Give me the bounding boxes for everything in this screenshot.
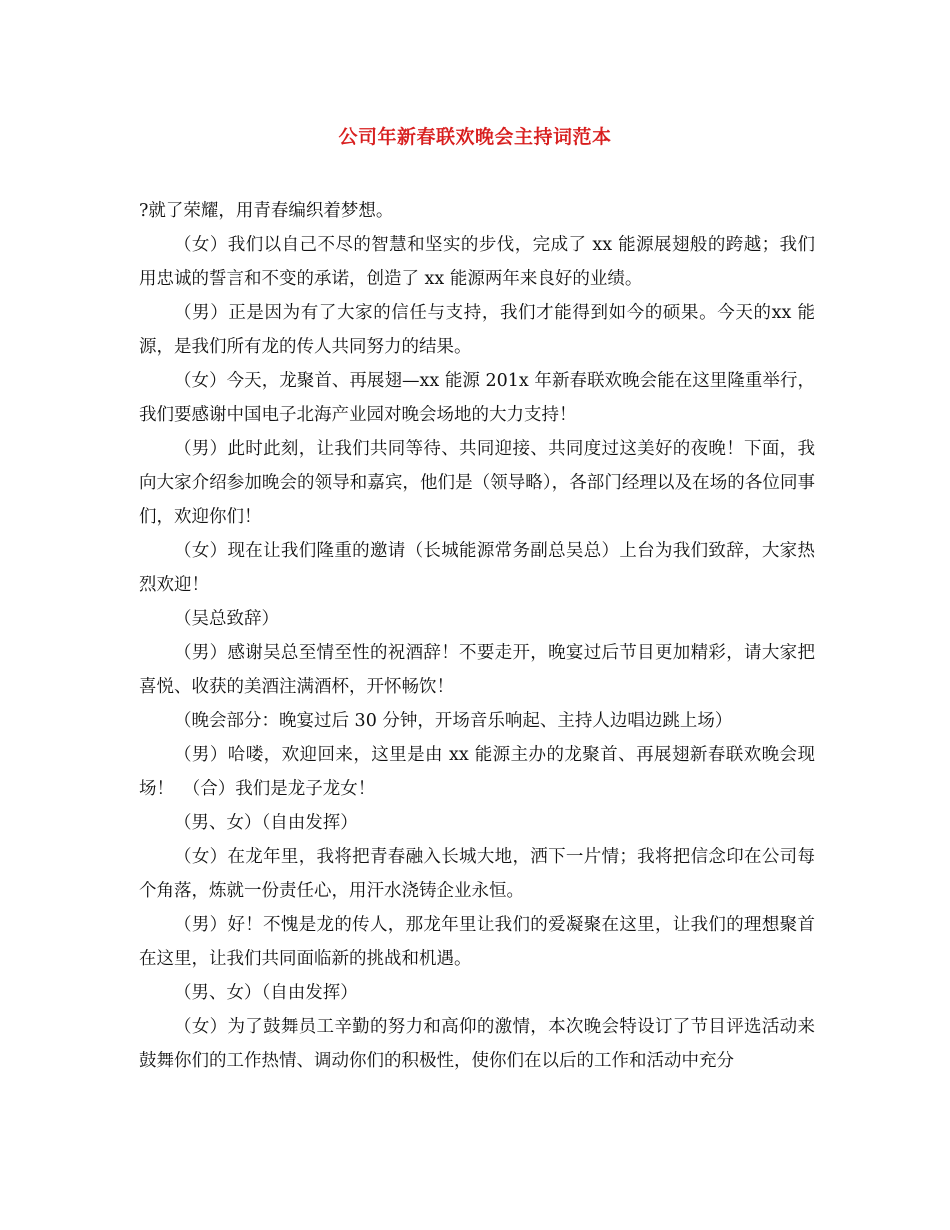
paragraph: （晚会部分：晚宴过后 30 分钟，开场音乐响起、主持人边唱边跳上场） [174,711,733,731]
paragraph: （男、女）（自由发挥） [174,813,358,833]
document-body [139,194,815,1078]
paragraph: （男）感谢吴总至情至性的祝酒辞！不要走开，晚宴过后节目更加精彩，请大家把喜悦、收获的美酒注满酒杯，开怀畅饮！ [139,643,815,697]
paragraph: （男）正是因为有了大家的信任与支持，我们才能得到如今的硕果。今天的xx 能源，是我们所有龙的传人共同努力的结果。 [139,303,815,357]
page-title: 公司年新春联欢晚会主持词范本 [338,126,612,148]
paragraph: （女）现在让我们隆重的邀请（长城能源常务副总吴总）上台为我们致辞，大家热烈欢迎！ [139,541,815,595]
paragraph: （吴总致辞） [174,609,279,629]
paragraph: （女）今天，龙聚首、再展翅—xx 能源 201x 年新春联欢晚会能在这里隆重举行，我们要感谢中国电子北海产业园对晚会场地的大力支持！ [139,371,815,425]
paragraph: （男）此时此刻，让我们共同等待、共同迎接、共同度过这美好的夜晚！下面，我向大家介绍参加晚会的领导和嘉宾，他们是（领导略），各部门经理以及在场的各位同事们，欢迎你们！ [139,439,815,527]
paragraph: （男、女）（自由发挥） [174,983,358,1003]
paragraph: （女）我们以自己不尽的智慧和坚实的步伐，完成了 xx 能源展翅般的跨越；我们用忠诚的誓言和不变的承诺，创造了 xx 能源两年来良好的业绩。 [139,235,815,289]
paragraph: （女）为了鼓舞员工辛勤的努力和高仰的激情，本次晚会特设订了节目评选活动来鼓舞你们的工作热情、调动你们的积极性，使你们在以后的工作和活动中充分 [139,1017,815,1071]
paragraph: （男）好！不愧是龙的传人，那龙年里让我们的爱凝聚在这里，让我们的理想聚首在这里，让我们共同面临新的挑战和机遇。 [139,915,815,969]
paragraph: （男）哈喽，欢迎回来，这里是由 xx 能源主办的龙聚首、再展翅新春联欢晚会现场！ （合）我们是龙子龙女！ [139,745,815,799]
paragraph: （女）在龙年里，我将把青春融入长城大地，洒下一片情；我将把信念印在公司每个角落，炼就一份责任心，用汗水浇铸企业永恒。 [139,847,815,901]
paragraph: ?就了荣耀，用青春编织着梦想。 [139,201,394,221]
